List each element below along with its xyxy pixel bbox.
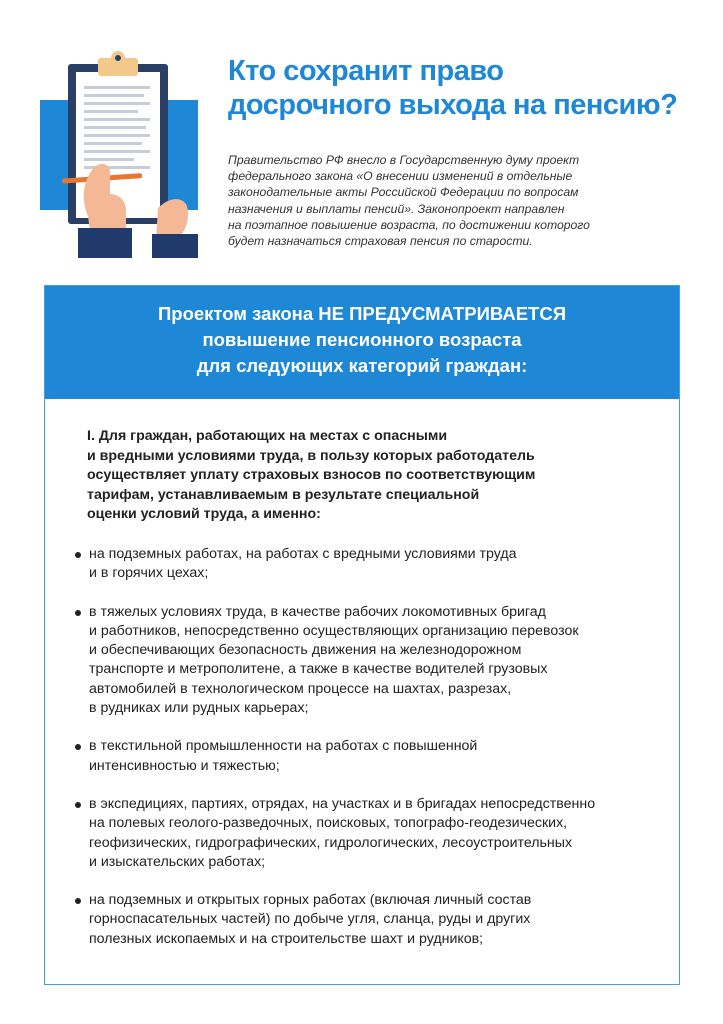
list-item <box>71 891 671 949</box>
content-box <box>44 285 680 985</box>
list-item <box>71 795 671 872</box>
list-item-line: горноспасательных частей) по добыче угля, сланца, руды и других <box>89 911 531 928</box>
intro-line: законодательные акты Российской Федерации по вопросам <box>228 185 579 200</box>
list-item-line: на подземных работах, на работах с вредными условиями труда <box>89 546 517 562</box>
intro-line: назначения и выплаты пенсий». Законопроект направлен <box>228 201 565 216</box>
banner-line: повышение пенсионного возраста <box>202 329 522 350</box>
intro-line: на поэтапное повышение возраста, по достижении которого <box>228 217 590 232</box>
list-item-line: автомобилей в технологическом процессе на шахтах, разрезах, <box>89 680 512 697</box>
intro-line: федерального закона «О внесении изменений в отдельные <box>228 169 573 184</box>
banner-line: Проектом закона НЕ ПРЕДУСМАТРИВАЕТСЯ <box>157 303 567 324</box>
intro-line: будет назначаться страховая пенсия по старости. <box>228 234 533 249</box>
list-item <box>71 603 671 719</box>
bullet-dot-icon <box>75 610 81 616</box>
right-sleeve <box>152 234 198 258</box>
section-heading-line: осуществляет уплату страховых взносов по соответствующим <box>87 467 536 483</box>
clipboard-hands-illustration <box>40 48 198 258</box>
list-item <box>71 737 671 776</box>
list-item-line: на полевых геолого-разведочных, поисковых, топографо-геодезических, <box>89 815 568 832</box>
page-title-line: досрочного выхода на пенсию? <box>228 89 678 121</box>
list-item-line: в рудниках или рудных карьерах; <box>89 700 309 717</box>
intro-line: Правительство РФ внесло в Государственную думу проект <box>228 153 580 167</box>
intro-paragraph <box>228 152 648 249</box>
list-item <box>71 545 671 584</box>
list-item-line: на подземных и открытых горных работах (включая личный состав <box>89 892 532 909</box>
list-item-line: и в горячих цехах; <box>89 565 209 582</box>
bullet-dot-icon <box>75 552 81 558</box>
list-item-line: в текстильной промышленности на работах с повышенной <box>89 738 478 755</box>
section-heading-line: оценки условий труда, а именно: <box>87 506 321 522</box>
section-heading-line: тарифам, устанавливаемым в результате специальной <box>87 486 480 503</box>
banner-line: для следующих категорий граждан: <box>196 355 528 376</box>
page-title-line: Кто сохранит право <box>228 55 504 87</box>
bullet-dot-icon <box>75 744 81 750</box>
section-heading-line: I. Для граждан, работающих на местах с опасными <box>87 428 448 444</box>
page-title <box>228 54 708 122</box>
banner <box>45 286 679 399</box>
list-item-line: в экспедициях, партиях, отрядах, на участках и в бригадах непосредственно <box>89 795 596 812</box>
section-heading <box>87 427 667 525</box>
list-item-line: геофизических, гидрографических, гидрологических, лесоустроительных <box>89 834 573 851</box>
list-item-line: и обеспечивающих безопасность движения на железнодорожном <box>89 642 522 659</box>
list-item-line: интенсивностью и тяжестью; <box>89 757 280 774</box>
list-item-line: и изыскательских работах; <box>89 853 266 870</box>
left-sleeve <box>78 228 132 258</box>
list-item-line: и работников, непосредственно осуществляющих организацию перевозок <box>89 622 579 639</box>
bullet-dot-icon <box>75 898 81 904</box>
bullet-dot-icon <box>75 802 81 808</box>
list-item-line: полезных ископаемых и на строительстве шахт и рудников; <box>89 930 484 947</box>
list-item-line: в тяжелых условиях труда, в качестве рабочих локомотивных бригад <box>89 603 546 620</box>
section-heading-line: и вредными условиями труда, в пользу которых работодатель <box>87 447 535 464</box>
list-item-line: транспорте и метрополитене, а также в качестве водителей грузовых <box>89 661 548 678</box>
bullet-list <box>71 545 671 968</box>
